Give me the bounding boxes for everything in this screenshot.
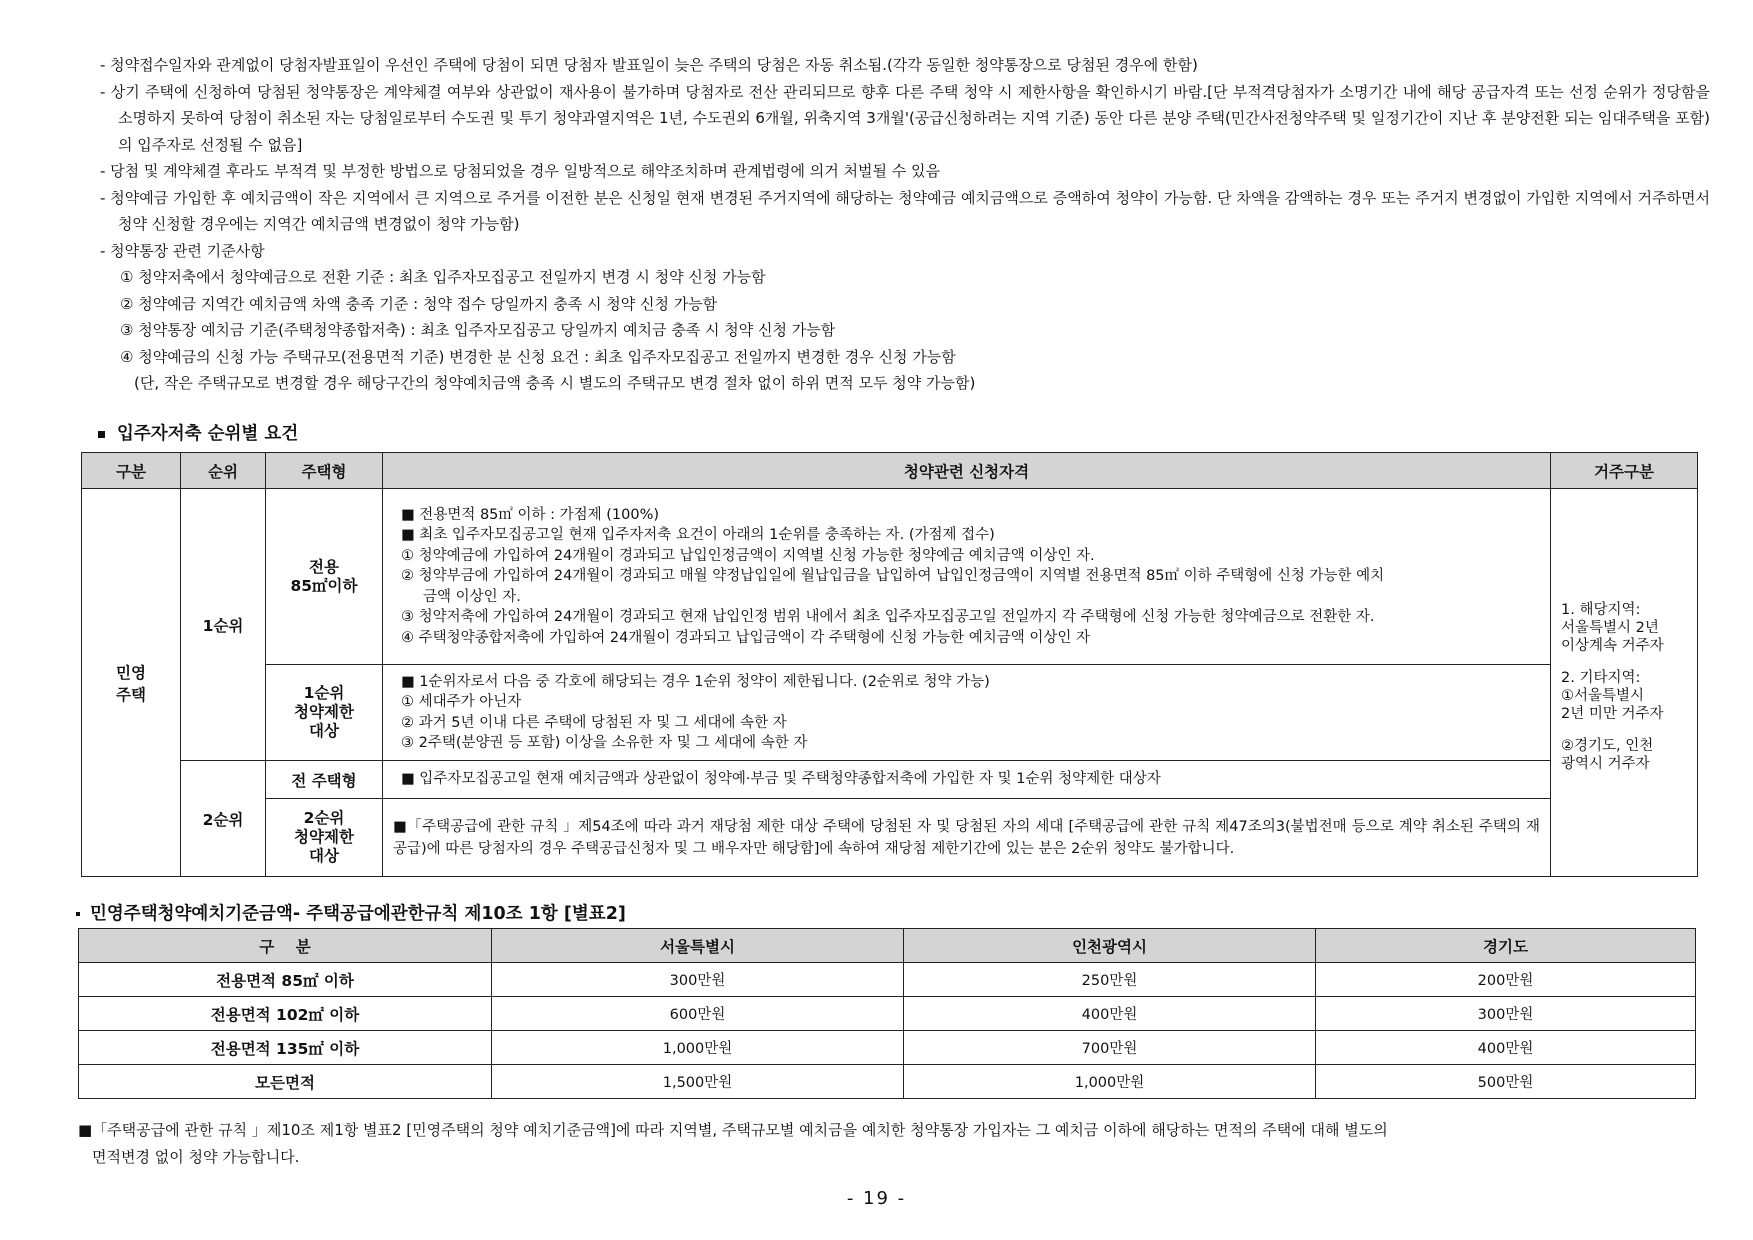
residence-line: ②경기도, 인천 (1561, 737, 1654, 754)
cell-seoul: 1,000만원 (492, 1031, 904, 1065)
qual-line: ② 청약부금에 가입하여 24개월이 경과되고 매월 약정납입일에 월납입금을 납입하여 납입인정금액이 지역별 전용면적 85㎡ 이하 주택형에 신청 가능한 예치 (401, 568, 1385, 585)
table-header-row (79, 929, 1696, 963)
standard-item: ③ 청약통장 예치금 기준(주택청약종합저축) : 최초 입주자모집공고 당일까지 예치금 충족 시 청약 신청 가능함 (120, 321, 836, 339)
footnote-line: ■「주택공급에 관한 규칙 」제10조 제1항 별표2 [민영주택의 청약 예치기준금액]에 따라 지역별, 주택규모별 예치금을 예치한 청약통장 가입자는 그 예치금 이하에 해당하는 면적의 주택에 대해 별도의 (78, 1121, 1388, 1139)
cell-incheon: 1,000만원 (904, 1065, 1316, 1099)
standard-item: ① 청약저축에서 청약예금으로 전환 기준 : 최초 입주자모집공고 전일까지 변경 시 청약 신청 가능함 (120, 268, 766, 286)
standard-item: ④ 청약예금의 신청 가능 주택규모(전용면적 기준) 변경한 분 신청 요건 : 최초 입주자모집공고 전일까지 변경한 경우 신청 가능함 (120, 347, 956, 366)
table-row (79, 997, 1696, 1031)
type-85: 전용 85㎡이하 (266, 489, 383, 665)
residence-spacer (1561, 655, 1691, 669)
rank-requirements-table (81, 452, 1698, 877)
section-title-text: 입주자저축 순위별 요건 (117, 424, 299, 444)
cell-gyeonggi: 300만원 (1316, 997, 1696, 1031)
category-private-housing: 민영 주택 (82, 489, 181, 877)
qual-line: ■ 입주자모집공고일 현재 예치금액과 상관없이 청약예·부금 및 주택청약종합저축에 가입한 자 및 1순위 청약제한 대상자 (401, 771, 1161, 788)
cell-incheon: 700만원 (904, 1031, 1316, 1065)
notice-item: - 상기 주택에 신청하여 당첨된 청약통장은 계약체결 여부와 상관없이 재사용이 불가하며 당첨자로 전산 관리되므로 향후 다른 주택 청약 시 제한사항을 확인하시기 바람.[단 부적격당첨자가 소명기간 내에 해당 공급자격 또는 선정 순위가 정당함을 소명하지 못하여 당첨이 취소된 자는 당첨일로부터 수도권 및 투기 청약과열지역은 1년, 수도권외 6개월, 위축지역 3개월'(공급신청하려는 지역 기준) 동안 다른 분양 주택(민간사전청약주택 및 일정기간이 지난 후 분양전환 되는 임대주택을 포함)의 입주자로 선정될 수 없음] (100, 82, 1710, 154)
type-rank1-limit: 1순위 청약제한 대상 (266, 665, 383, 761)
table-header-row (82, 453, 1698, 489)
qualification-85 (383, 489, 1551, 665)
residence-spacer (1561, 723, 1691, 737)
standard-item: ② 청약예금 지역간 예치금액 차액 충족 기준 : 청약 접수 당일까지 충족 시 청약 신청 가능함 (120, 294, 718, 313)
qual-line: ④ 주택청약종합저축에 가입하여 24개월이 경과되고 납입금액이 각 주택형에 신청 가능한 예치금액 이상인 자 (401, 629, 1091, 646)
qual-line: ■ 전용면적 85㎡ 이하 : 가점제 (100%) (401, 506, 660, 523)
qualification-all (383, 761, 1551, 799)
qual-line: ① 세대주가 아닌자 (401, 694, 522, 710)
footnote (78, 1117, 1638, 1171)
header-incheon: 인천광역시 (904, 929, 1316, 963)
residence-cell (1551, 489, 1698, 877)
notice-item: - 청약예금 가입한 후 예치금액이 작은 지역에서 큰 지역으로 주거를 이전한 분은 신청일 현재 변경된 주거지역에 해당하는 청약예금 예치금액으로 증액하여 청약이 가능함. 단 차액을 감액하는 경우 또는 주거지 변경없이 가입한 지역에서 거주하면서 청약 신청할 경우에는 지역간 예치금액 변경없이 청약 가능함) (100, 188, 1710, 233)
type-all: 전 주택형 (266, 761, 383, 799)
residence-line: 1. 해당지역: (1561, 601, 1641, 618)
header-residence: 거주구분 (1551, 453, 1698, 489)
type-rank2-limit: 2순위 청약제한 대상 (266, 799, 383, 877)
header-seoul: 서울특별시 (492, 929, 904, 963)
rank-1: 1순위 (181, 489, 266, 761)
table-row (82, 489, 1698, 665)
row-label: 모든면적 (79, 1065, 492, 1099)
qual-line: ① 청약예금에 가입하여 24개월이 경과되고 납입인정금액이 지역별 신청 가능한 청약예금 예치금액 이상인 자. (401, 547, 1095, 564)
residence-line: 이상계속 거주자 (1561, 637, 1664, 654)
deposit-standard-table (78, 928, 1696, 1099)
section-title-deposit-standard (76, 900, 626, 925)
footnote-line: 면적변경 없이 청약 가능합니다. (92, 1148, 300, 1166)
table-row (79, 1065, 1696, 1099)
qual-line: ■「주택공급에 관한 규칙 」제54조에 따라 과거 재당첨 제한 대상 주택에 당첨된 자 및 당첨된 자의 세대 [주택공급에 관한 규칙 제47조의3(불법전매 등으로 계약 취소된 주택의 재공급)에 따른 당첨자의 경우 주택공급신청자 및 그 배우자만 해당함]에 속하여 재당첨 제한기간에 있는 분은 2순위 청약도 불가합니다. (393, 818, 1540, 857)
rank-2: 2순위 (181, 761, 266, 877)
qual-line: ■ 1순위자로서 다음 중 각호에 해당되는 경우 1순위 청약이 제한됩니다. (2순위로 청약 가능) (401, 673, 990, 690)
table-row (79, 1031, 1696, 1065)
residence-line: 2년 미만 거주자 (1561, 705, 1664, 722)
cell-seoul: 300만원 (492, 963, 904, 997)
qual-line: ② 과거 5년 이내 다른 주택에 당첨된 자 및 그 세대에 속한 자 (401, 714, 787, 731)
section-title-text: 민영주택청약예치기준금액- 주택공급에관한규칙 제10조 1항 [별표2] (90, 904, 626, 924)
table-row (79, 963, 1696, 997)
bullet-square-icon (98, 431, 105, 438)
header-rank: 순위 (181, 453, 266, 489)
row-label: 전용면적 102㎡ 이하 (79, 997, 492, 1031)
qual-line: ■ 최초 입주자모집공고일 현재 입주자저축 요건이 아래의 1순위를 충족하는 자. (가점제 접수) (401, 527, 995, 544)
cell-seoul: 600만원 (492, 997, 904, 1031)
page-number: - 19 - (846, 1188, 907, 1209)
bullet-square-icon (76, 912, 80, 916)
cell-seoul: 1,500만원 (492, 1065, 904, 1099)
cell-gyeonggi: 200만원 (1316, 963, 1696, 997)
table-row (82, 665, 1698, 761)
qual-line: 금액 이상인 자. (423, 588, 521, 605)
header-house-type: 주택형 (266, 453, 383, 489)
cell-gyeonggi: 400만원 (1316, 1031, 1696, 1065)
row-label: 전용면적 135㎡ 이하 (79, 1031, 492, 1065)
table-row (82, 799, 1698, 877)
residence-line: 2. 기타지역: (1561, 669, 1641, 686)
table-row (82, 761, 1698, 799)
notice-item: - 청약접수일자와 관계없이 당첨자발표일이 우선인 주택에 당첨이 되면 당첨자 발표일이 늦은 주택의 당첨은 자동 취소됨.(각각 동일한 청약통장으로 당첨된 경우에 한함) (100, 56, 1198, 74)
qual-line: ③ 청약저축에 가입하여 24개월이 경과되고 현재 납입인정 범위 내에서 최초 입주자모집공고일 전일까지 각 주택형에 신청 가능한 청약예금으로 전환한 자. (401, 609, 1375, 626)
cell-gyeonggi: 500만원 (1316, 1065, 1696, 1099)
qualification-rank2-limit (383, 799, 1551, 877)
notice-item: - 청약통장 관련 기준사항 (100, 241, 265, 260)
standard-note: (단, 작은 주택규모로 변경할 경우 해당구간의 청약예치금액 충족 시 별도의 주택규모 변경 절차 없이 하위 면적 모두 청약 가능함) (134, 374, 976, 392)
qualification-rank1-limit (383, 665, 1551, 761)
qual-line: ③ 2주택(분양권 등 포함) 이상을 소유한 자 및 그 세대에 속한 자 (401, 735, 808, 751)
header-category: 구 분 (79, 929, 492, 963)
residence-line: ①서울특별시 (1561, 687, 1645, 704)
cell-incheon: 250만원 (904, 963, 1316, 997)
section-title-savings-rank (98, 420, 298, 445)
cell-incheon: 400만원 (904, 997, 1316, 1031)
residence-line: 광역시 거주자 (1561, 755, 1650, 772)
notice-item: - 당첨 및 계약체결 후라도 부적격 및 부정한 방법으로 당첨되었을 경우 일방적으로 해약조치하며 관계법령에 의거 처벌될 수 있음 (100, 162, 940, 180)
notice-list (100, 52, 1710, 397)
row-label: 전용면적 85㎡ 이하 (79, 963, 492, 997)
header-gyeonggi: 경기도 (1316, 929, 1696, 963)
header-category: 구분 (82, 453, 181, 489)
header-qualification: 청약관련 신청자격 (383, 453, 1551, 489)
residence-line: 서울특별시 2년 (1561, 619, 1659, 636)
